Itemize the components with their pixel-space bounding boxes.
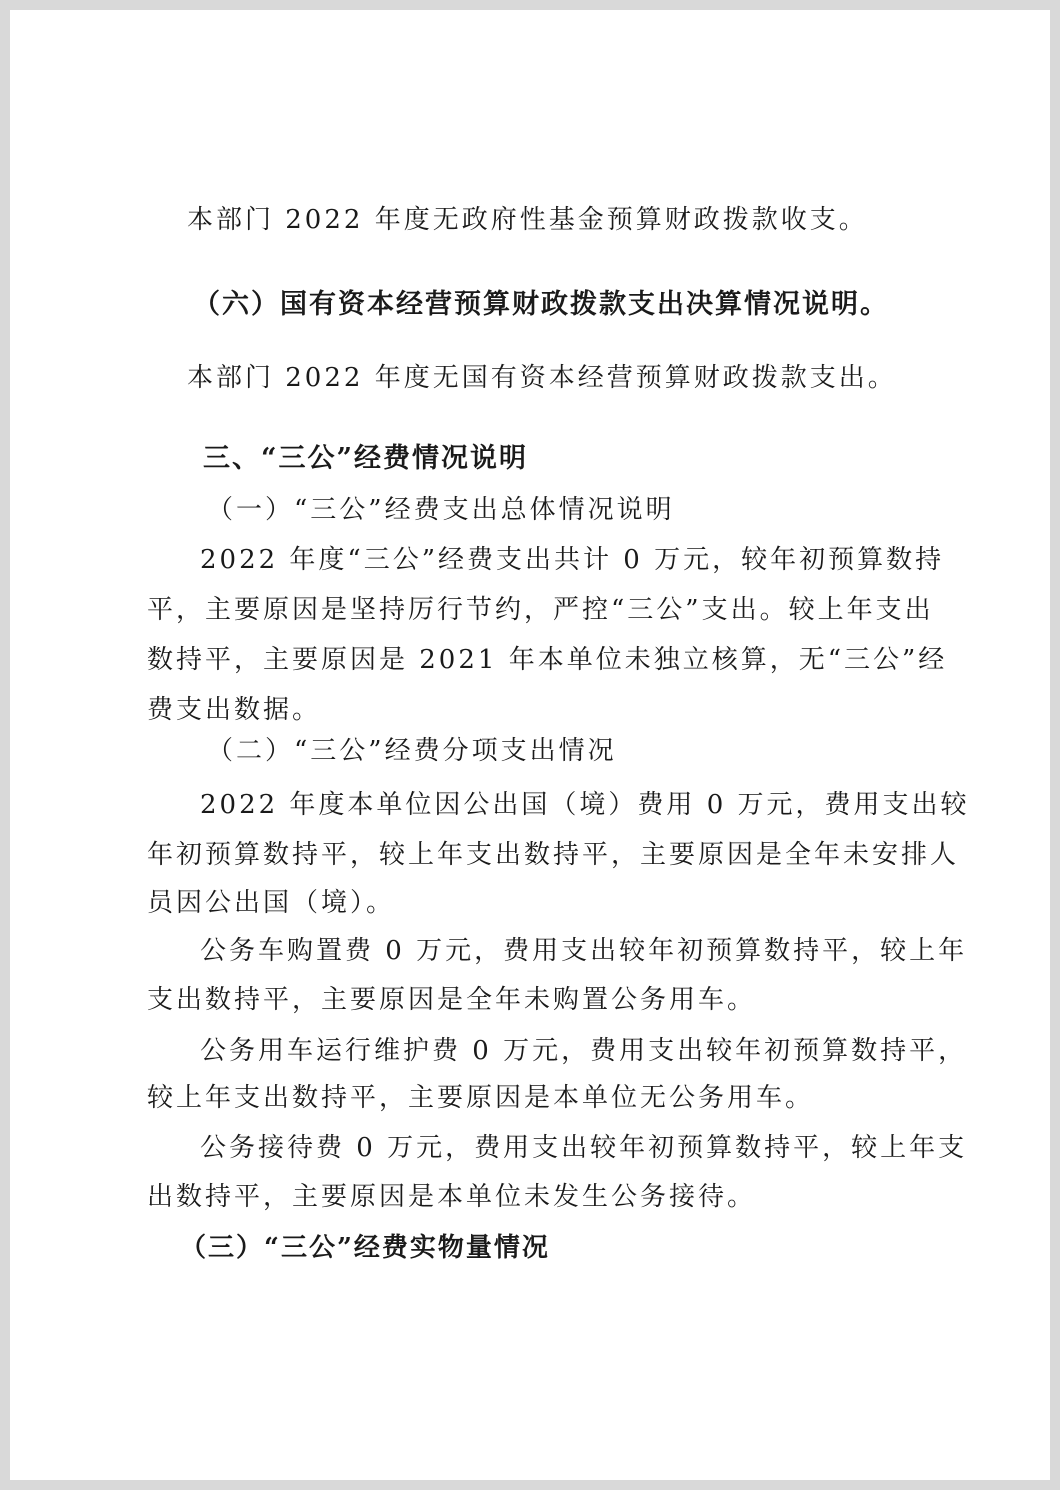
paragraph-abroad-line3: 员因公出国（境）。	[147, 888, 396, 918]
paragraph-overall-line1: 2022 年度“三公”经费支出共计 0 万元，较年初预算数持	[200, 545, 945, 575]
paragraph-overall-line3: 数持平，主要原因是 2021 年本单位未独立核算，无“三公”经	[147, 645, 948, 675]
document-page	[10, 10, 1050, 1480]
paragraph-overall-line4: 费支出数据。	[147, 695, 322, 725]
heading-state-capital: （六）国有资本经营预算财政拨款支出决算情况说明。	[193, 289, 889, 320]
subheading-overall: （一）“三公”经费支出总体情况说明	[207, 495, 675, 525]
paragraph-abroad-line1: 2022 年度本单位因公出国（境）费用 0 万元，费用支出较	[200, 790, 970, 820]
paragraph-state-capital-none: 本部门 2022 年度无国有资本经营预算财政拨款支出。	[187, 363, 897, 393]
paragraph-overall-line2: 平，主要原因是坚持厉行节约，严控“三公”支出。较上年支出	[147, 595, 934, 625]
heading-section-three: 三、“三公”经费情况说明	[203, 443, 529, 474]
paragraph-vehicle-maintenance-line2: 较上年支出数持平，主要原因是本单位无公务用车。	[147, 1083, 815, 1113]
paragraph-abroad-line2: 年初预算数持平，较上年支出数持平，主要原因是全年未安排人	[147, 840, 960, 870]
subheading-physical-quantity: （三）“三公”经费实物量情况	[180, 1233, 550, 1263]
subheading-itemized: （二）“三公”经费分项支出情况	[207, 736, 617, 766]
paragraph-vehicle-maintenance-line1: 公务用车运行维护费 0 万元，费用支出较年初预算数持平，	[200, 1036, 968, 1066]
paragraph-vehicle-purchase-line2: 支出数持平，主要原因是全年未购置公务用车。	[147, 985, 757, 1015]
paragraph-reception-line1: 公务接待费 0 万元，费用支出较年初预算数持平，较上年支	[200, 1133, 968, 1163]
paragraph-vehicle-purchase-line1: 公务车购置费 0 万元，费用支出较年初预算数持平，较上年	[200, 936, 968, 966]
paragraph-gov-fund-none: 本部门 2022 年度无政府性基金预算财政拨款收支。	[187, 205, 868, 235]
paragraph-reception-line2: 出数持平，主要原因是本单位未发生公务接待。	[147, 1182, 757, 1212]
